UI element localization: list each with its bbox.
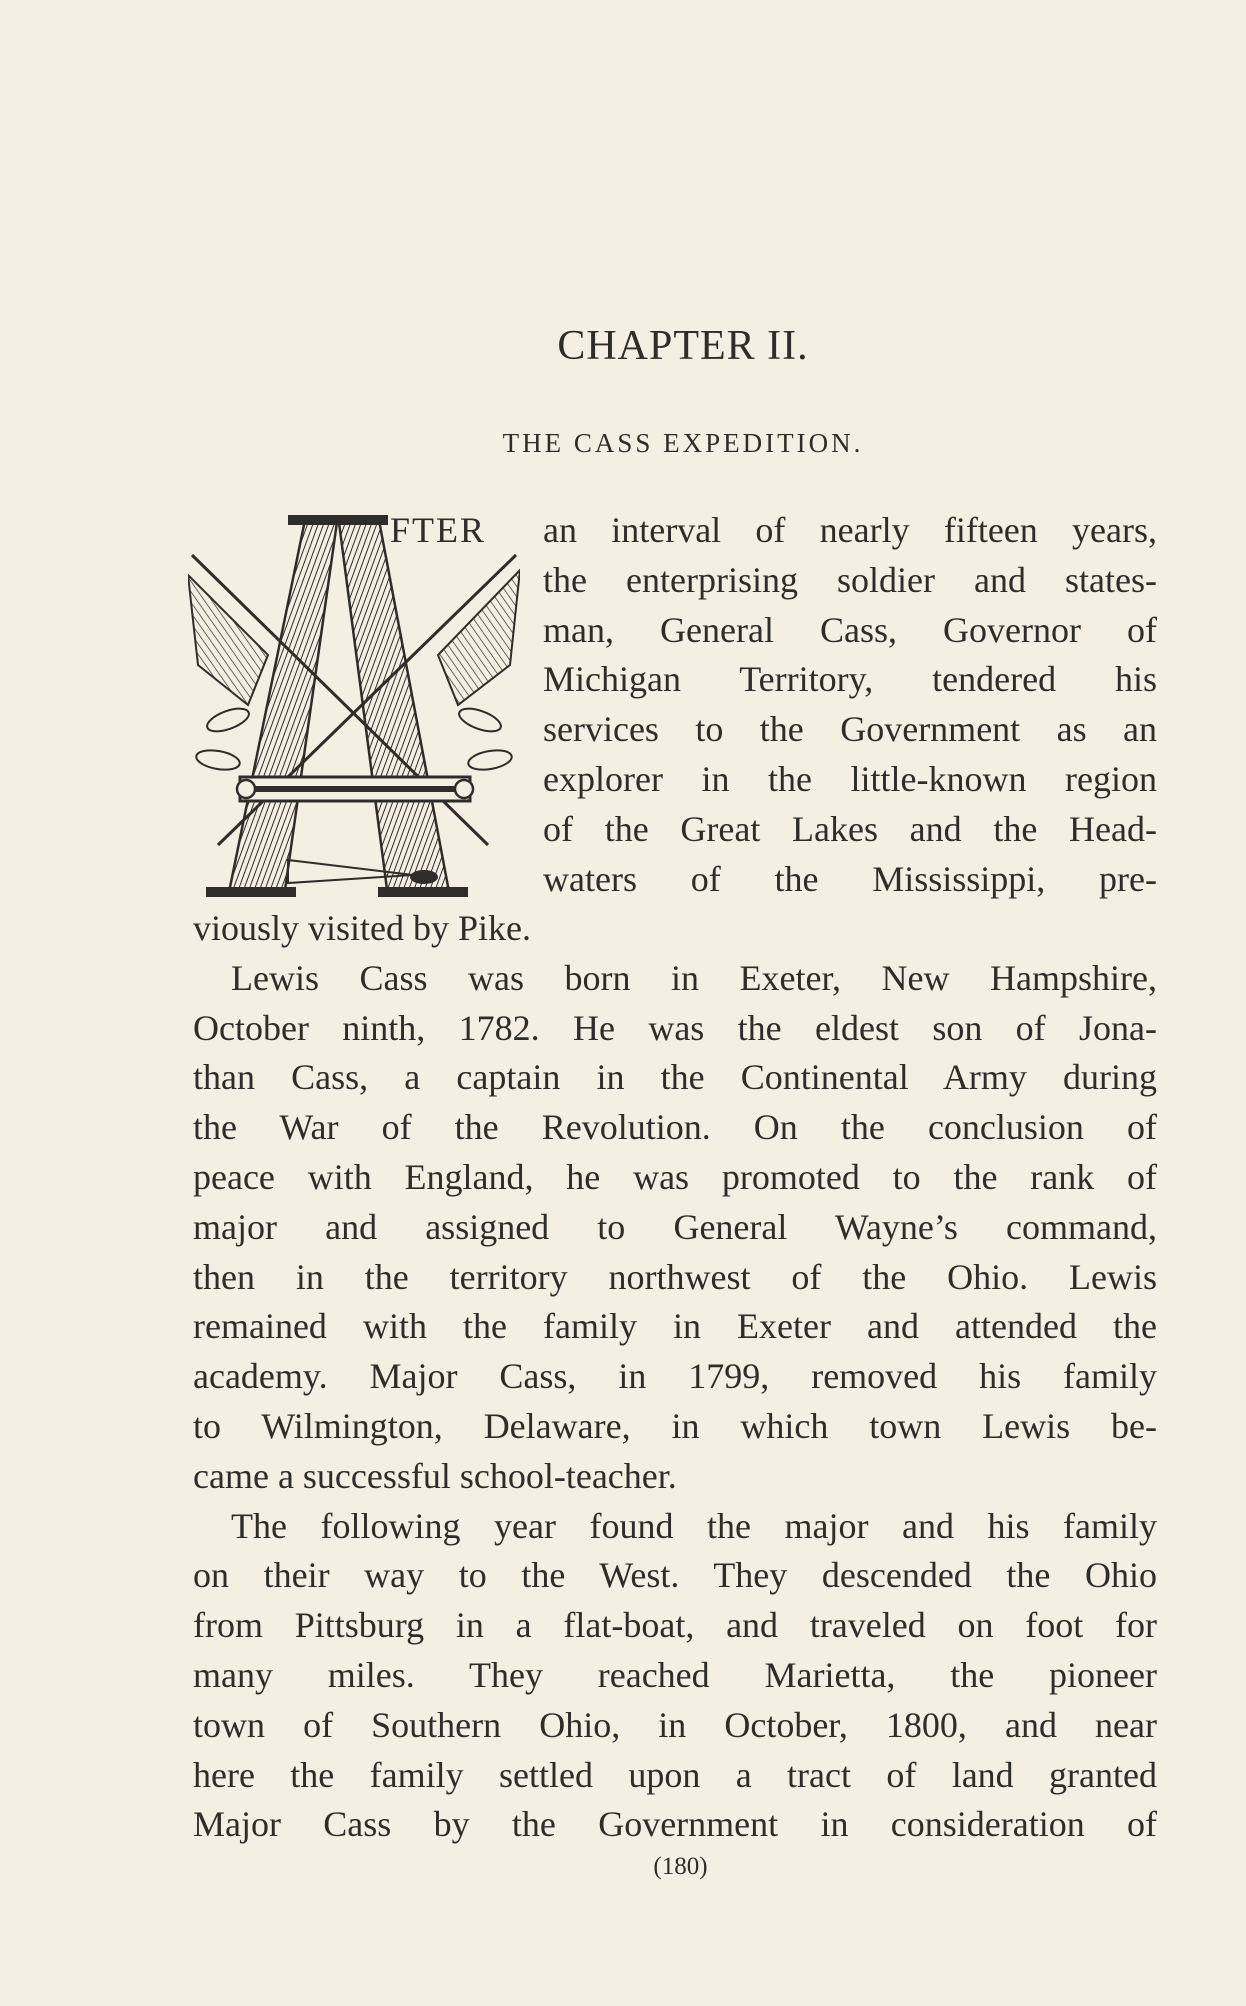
text-line: viously visited by Pike. — [193, 908, 532, 948]
text-line: remained with the family in Exeter and attended the — [193, 1306, 1157, 1347]
dropcap-ornament — [188, 515, 520, 897]
text-line: the War of the Revolution. On the conclusion of — [193, 1107, 1157, 1148]
text-line: major and assigned to General Wayne’s command, — [193, 1206, 1157, 1247]
text-line: academy. Major Cass, in 1799, removed his family — [193, 1356, 1157, 1397]
text-line: than Cass, a captain in the Continental Army during — [193, 1057, 1157, 1098]
text-line: many miles. They reached Marietta, the pioneer — [193, 1654, 1157, 1695]
text-line: to Wilmington, Delaware, in which town Lewis be- — [193, 1405, 1157, 1446]
text-line: peace with England, he was promoted to the rank of — [193, 1156, 1157, 1197]
text-line: Major Cass by the Government in consideration of — [193, 1804, 1157, 1845]
dropcap-word-rest: FTER — [390, 510, 487, 550]
text-line: then in the territory northwest of the Ohio. Lewis — [193, 1256, 1157, 1297]
text-line: October ninth, 1782. He was the eldest son of Jona- — [193, 1007, 1157, 1048]
page-number: (180) — [653, 1853, 708, 1880]
text-line: explorer in the little-known region — [543, 758, 1157, 799]
text-line: waters of the Mississippi, pre- — [543, 858, 1157, 899]
text-line: town of Southern Ohio, in October, 1800, and near — [193, 1704, 1157, 1745]
text-line: from Pittsburg in a flat-boat, and traveled on foot for — [193, 1605, 1157, 1646]
text-line: services to the Government as an — [543, 709, 1157, 750]
text-line: on their way to the West. They descended the Ohio — [193, 1555, 1157, 1596]
text-line: Lewis Cass was born in Exeter, New Hampshire, — [231, 957, 1157, 998]
text-line: came a successful school-teacher. — [193, 1455, 677, 1496]
text-line: of the Great Lakes and the Head- — [543, 808, 1157, 849]
dropcap-letter — [188, 515, 520, 897]
text-line: an interval of nearly fifteen years, — [543, 510, 1157, 550]
paragraph-1-side-lines — [543, 506, 1157, 904]
text-line: The following year found the major and his family — [231, 1505, 1157, 1546]
chapter-subtitle: THE CASS EXPEDITION. — [502, 428, 864, 458]
text-line: here the family settled upon a tract of land granted — [193, 1754, 1157, 1795]
chapter-title: CHAPTER II. — [557, 323, 809, 369]
text-line: man, General Cass, Governor of — [543, 609, 1157, 650]
body-text — [193, 904, 1157, 1850]
text-line: Michigan Territory, tendered his — [543, 659, 1157, 700]
text-line: the enterprising soldier and states- — [543, 559, 1157, 600]
